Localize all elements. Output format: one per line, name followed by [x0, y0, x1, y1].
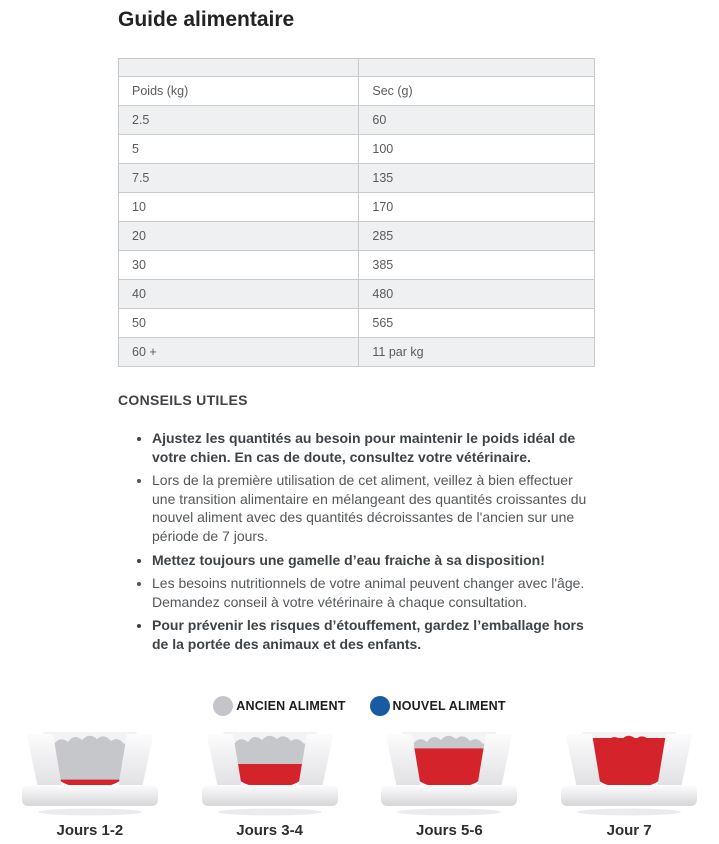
bowl-stage [0, 728, 180, 839]
cell-poids: 20 [119, 222, 359, 251]
legend-label-new: NOUVEL ALIMENT [392, 698, 506, 713]
cell-sec: 11 par kg [359, 338, 595, 367]
bowl-stage-label: Jours 3-4 [236, 821, 303, 839]
new-food-dot-icon [370, 696, 390, 716]
table-row [119, 280, 595, 309]
bowl-stage-label: Jour 7 [606, 821, 652, 839]
table-row [119, 106, 595, 135]
tip-item: • Ajustez les quantités au besoin pour maintenir le poids idéal de votre chien. En cas de doute, consultez votre vétérinaire. [152, 429, 595, 466]
table-row [119, 309, 595, 338]
cell-sec: 60 [359, 106, 595, 135]
cell-sec: 385 [359, 251, 595, 280]
table-row [119, 193, 595, 222]
cell-poids: 10 [119, 193, 359, 222]
legend-label-old: ANCIEN ALIMENT [236, 698, 346, 713]
table-band-row [119, 59, 595, 77]
table-row [119, 251, 595, 280]
tips-list [118, 429, 595, 654]
cell-sec: 565 [359, 309, 595, 338]
tip-item: • Les besoins nutritionnels de votre animal peuvent changer avec l'âge. Demandez conseil à votre vétérinaire à chaque consultation. [152, 574, 595, 611]
cell-poids: 60 + [119, 338, 359, 367]
bowl-stage-label: Jours 5-6 [416, 821, 483, 839]
bowl-stage [180, 728, 360, 839]
bowl-illustration [195, 728, 345, 820]
page-title: Guide alimentaire [118, 8, 295, 31]
tips-heading: CONSEILS UTILES [118, 392, 248, 408]
cell-sec: 170 [359, 193, 595, 222]
cell-sec: 285 [359, 222, 595, 251]
tip-item: • Pour prévenir les risques d’étouffement, gardez l’emballage hors de la portée des animaux et des enfants. [152, 616, 595, 653]
bowl-stage [360, 728, 540, 839]
bowl-illustration [374, 728, 524, 820]
cell-poids: 5 [119, 135, 359, 164]
table-row [119, 222, 595, 251]
band-cell [359, 59, 595, 77]
bowl-illustration [15, 728, 165, 820]
bowl-illustration [554, 728, 704, 820]
cell-poids: 7.5 [119, 164, 359, 193]
cell-sec: 480 [359, 280, 595, 309]
bowl-stage [539, 728, 719, 839]
column-header-sec: Sec (g) [359, 77, 595, 106]
cell-poids: 2.5 [119, 106, 359, 135]
bowl-stage-label: Jours 1-2 [56, 821, 124, 839]
table-row [119, 164, 595, 193]
legend-item-old-food [213, 696, 345, 716]
old-food-dot-icon [213, 696, 233, 716]
column-header-poids: Poids (kg) [119, 77, 359, 106]
transition-legend [0, 696, 719, 716]
cell-sec: 100 [359, 135, 595, 164]
band-cell [119, 59, 359, 77]
feeding-table [118, 58, 595, 367]
table-header-row [119, 77, 595, 106]
table-row [119, 135, 595, 164]
transition-bowls [0, 728, 719, 839]
legend-item-new-food [370, 696, 506, 716]
cell-poids: 30 [119, 251, 359, 280]
tip-item: • Lors de la première utilisation de cet aliment, veillez à bien effectuer une transition alimentaire en mélangeant des quantités croissantes du nouvel aliment avec des quantités décroissantes de l'ancien sur une période de 7 jours. [152, 471, 595, 545]
cell-sec: 135 [359, 164, 595, 193]
cell-poids: 40 [119, 280, 359, 309]
table-row [119, 338, 595, 367]
tip-item: • Mettez toujours une gamelle d’eau fraiche à sa disposition! [152, 551, 595, 570]
cell-poids: 50 [119, 309, 359, 338]
